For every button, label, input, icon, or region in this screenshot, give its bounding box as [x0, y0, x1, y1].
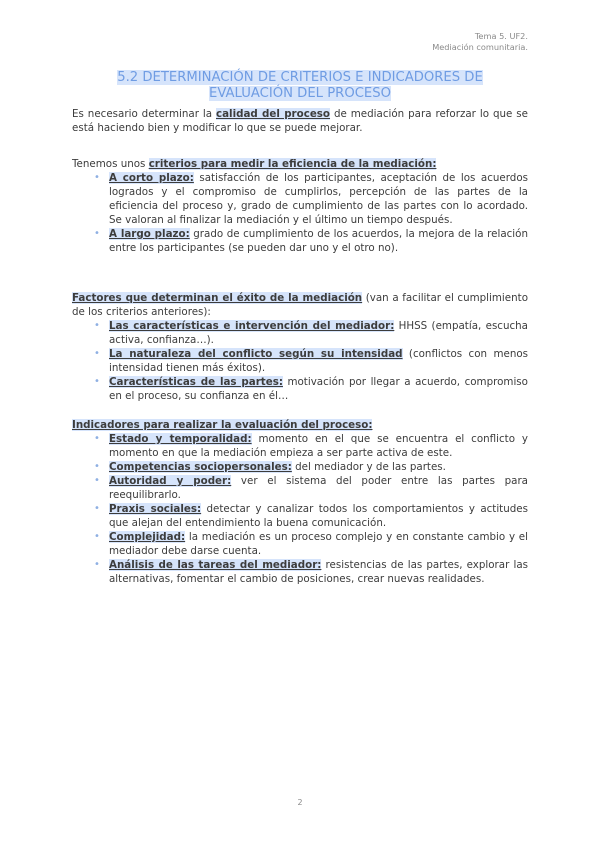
item-text: ver el sistema del poder entre las partes para reequilibrarlo. — [109, 475, 528, 501]
intro-highlight: calidad del proceso — [216, 108, 331, 120]
factores-list — [72, 319, 528, 403]
section-title — [72, 70, 528, 102]
criterios-pre: Tenemos unos — [72, 158, 149, 170]
item-text: resistencias de las partes, explorar las alternativas, fomentar el cambio de posiciones, crear nuevas realidades. — [109, 559, 529, 585]
indicadores-highlight: Indicadores para realizar la evaluación del proceso: — [72, 419, 373, 431]
indicadores-list — [72, 432, 528, 586]
item-text: del mediador y de las partes. — [291, 461, 446, 473]
item-text: (conflictos con menos intensidad tienen más éxitos). — [109, 348, 529, 374]
list-item — [109, 460, 528, 474]
item-term: Características de las partes: — [109, 376, 283, 388]
item-term: Praxis sociales: — [109, 503, 202, 515]
list-item — [109, 319, 528, 347]
document-body — [72, 107, 528, 586]
item-term: A corto plazo: — [109, 172, 194, 184]
intro-text-end: de mediación para reforzar lo que se está haciendo bien y modificar lo que se puede mejorar. — [72, 108, 528, 134]
item-text: detectar y canalizar todos los comportamientos y actitudes que alejan del entendimiento la buena comunicación. — [109, 503, 528, 529]
list-item — [109, 347, 528, 375]
item-term: Estado y temporalidad: — [109, 433, 252, 445]
page-header — [432, 31, 528, 53]
intro-text: Es necesario determinar la — [72, 108, 216, 120]
item-term: Las características e intervención del mediador: — [109, 320, 395, 332]
criterios-highlight: criterios para medir la eficiencia de la mediación: — [148, 158, 437, 170]
item-text: motivación por llegar a acuerdo, compromiso en el proceso, su confianza en él… — [109, 376, 528, 402]
criterios-list — [72, 171, 528, 255]
item-text: HHSS (empatía, escucha activa, confianza…). — [109, 320, 528, 346]
factores-heading — [72, 291, 528, 319]
item-term: Análisis de las tareas del mediador: — [109, 559, 322, 571]
item-term: Complejidad: — [109, 531, 186, 543]
page-number: 2 — [297, 798, 303, 807]
item-text: satisfacción de los participantes, aceptación de los acuerdos logrados y el compromiso de cumplirlos, percepción de las partes de la eficiencia del proceso y, grado de cumplimiento de las partes con lo acordado. Se valoran al finalizar la mediación y el último un tiempo después. — [109, 172, 528, 226]
header-course: Tema 5. UF2. — [474, 31, 528, 41]
item-term: A largo plazo: — [109, 228, 190, 240]
list-item — [109, 502, 528, 530]
factores-post: (van a facilitar el cumplimiento de los criterios anteriores): — [72, 292, 528, 318]
item-term: Autoridad y poder: — [109, 475, 232, 487]
list-item — [109, 227, 528, 255]
criterios-heading — [72, 157, 528, 171]
item-text: la mediación es un proceso complejo y en constante cambio y el mediador debe darse cuenta. — [109, 531, 528, 557]
intro-paragraph — [72, 107, 528, 135]
list-item — [109, 530, 528, 558]
item-text: momento en el que se encuentra el conflicto y momento en que la mediación empieza a ser parte activa de este. — [109, 433, 528, 459]
indicadores-heading — [72, 418, 528, 432]
list-item — [109, 171, 528, 227]
item-term: Competencias sociopersonales: — [109, 461, 292, 473]
section-title-line2: EVALUACIÓN DEL PROCESO — [208, 86, 391, 101]
list-item — [109, 432, 528, 460]
list-item — [109, 375, 528, 403]
item-text: grado de cumplimiento de los acuerdos, la mejora de la relación entre los participantes (se pueden dar uno y el otro no). — [109, 228, 528, 254]
list-item — [109, 474, 528, 502]
header-subject: Mediación comunitaria. — [432, 42, 528, 52]
list-item — [109, 558, 528, 586]
factores-highlight: Factores que determinan el éxito de la mediación — [72, 292, 363, 304]
item-term: La naturaleza del conflicto según su intensidad — [109, 348, 403, 360]
section-title-line1: 5.2 DETERMINACIÓN DE CRITERIOS E INDICADORES DE — [117, 70, 483, 85]
